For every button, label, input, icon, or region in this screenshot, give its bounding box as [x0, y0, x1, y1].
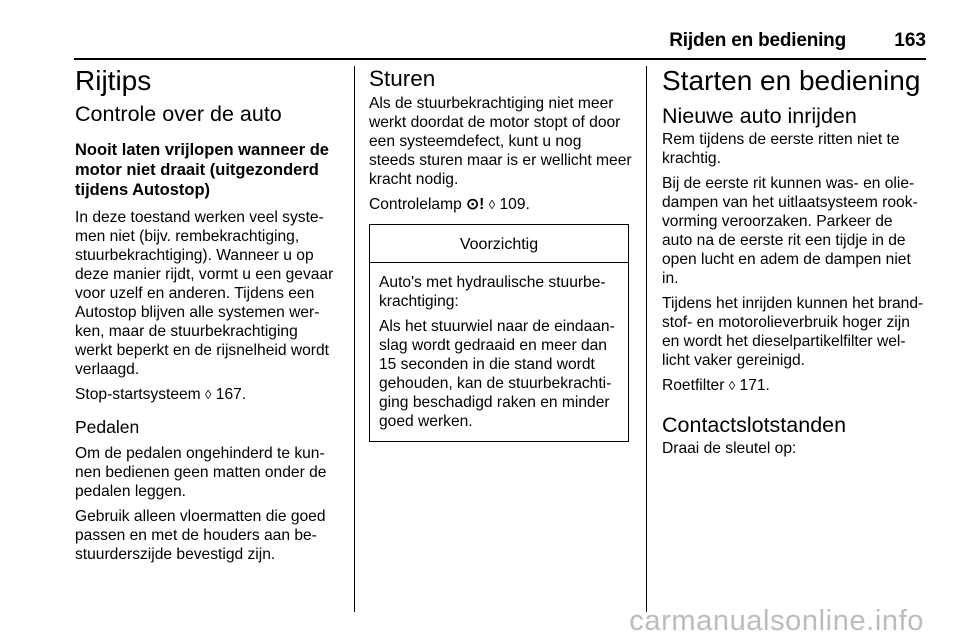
col1-section-heading: Controle over de auto	[75, 102, 282, 126]
caution-box	[369, 224, 629, 442]
ignition-positions-heading: Contactslotstanden	[662, 413, 847, 437]
break-in-paragraph-1: Rem tijdens de eerste ritten niet te krachtig.	[662, 131, 900, 167]
col1-title: Rijtips	[75, 65, 152, 96]
chapter-title: Rijden en bediening	[669, 30, 846, 51]
col3-title: Starten en bediening	[662, 65, 921, 96]
col1-subsection-heading: Nooit laten vrijlopen wanneer de motor niet draait (uitgezonderd tijdens Autostop)	[75, 141, 329, 199]
column-3	[662, 66, 932, 464]
page-ref-arrow-icon: ◊	[488, 197, 496, 212]
page-ref-arrow-icon: ◊	[728, 378, 736, 393]
caution-paragraph-1: Auto's met hydraulische stuurbe- krachtiging:	[379, 274, 606, 310]
pedals-paragraph-2: Gebruik alleen vloermatten die goed passen en met de houders aan be- stuurderszijde bevestigd zijn.	[75, 508, 326, 563]
caution-paragraph-2: Als het stuurwiel naar de eindaan- slag wordt gedraaid en meer dan 15 seconden in die stand wordt gehouden, kan de stuurbekrachti- ging beschadigd raken en minder goed werken.	[379, 318, 615, 430]
page-number: 163	[894, 30, 926, 51]
column-divider-1	[354, 66, 355, 612]
pedals-heading: Pedalen	[75, 417, 140, 437]
watermark: carmanualsonline.info	[629, 605, 924, 637]
steering-paragraph: Als de stuurbekrachtiging niet meer werkt doordat de motor stopt of door een systeemdefect, kunt u nog steeds sturen maar is er wellicht meer kracht nodig.	[369, 95, 632, 188]
caution-body	[370, 263, 628, 441]
column-1	[75, 66, 347, 570]
break-in-heading: Nieuwe auto inrijden	[662, 104, 857, 128]
column-divider-2	[646, 66, 647, 612]
col1-paragraph-1: In deze toestand werken veel syste- men niet (bijv. rembekrachtiging, stuurbekrachtiging). Wanneer u op deze manier rijdt, vormt u een gevaar voor uzelf en anderen. Tijdens een Autostop blijven alle systemen wer- ken, maar de stuurbekrachtiging werkt beperkt en de rijsnelheid wordt verlaagd.	[75, 209, 334, 378]
column-2	[369, 66, 637, 442]
col1-cross-reference[interactable]: Stop-startsysteem ◊ 167.	[75, 386, 247, 403]
ignition-paragraph: Draai de sleutel op:	[662, 440, 797, 457]
page-header	[0, 0, 960, 62]
header-rule	[74, 58, 926, 60]
page-ref-arrow-icon: ◊	[205, 387, 212, 402]
break-in-paragraph-2: Bij de eerste rit kunnen was- en olie- dampen van het uitlaatsysteem rook- vorming veroorzaken. Parkeer de auto na de eerste rit een tijdje in de open lucht en adem de dampen niet in.	[662, 175, 918, 287]
caution-title: Voorzichtig	[370, 225, 628, 263]
col2-title: Sturen	[369, 66, 436, 91]
pedals-paragraph-1: Om de pedalen ongehinderd te kun- nen bedienen geen matten onder de pedalen leggen.	[75, 445, 327, 500]
warning-lamp-reference[interactable]: Controlelamp ⊙! ◊ 109.	[369, 196, 530, 213]
col3-cross-reference[interactable]: Roetfilter ◊ 171.	[662, 377, 770, 394]
break-in-paragraph-3: Tijdens het inrijden kunnen het brand- stof- en motorolieverbruik hoger zijn en wordt het dieselpartikelfilter wel- licht vaker gereinigd.	[662, 295, 924, 369]
steering-warning-lamp-icon: ⊙!	[466, 196, 485, 213]
